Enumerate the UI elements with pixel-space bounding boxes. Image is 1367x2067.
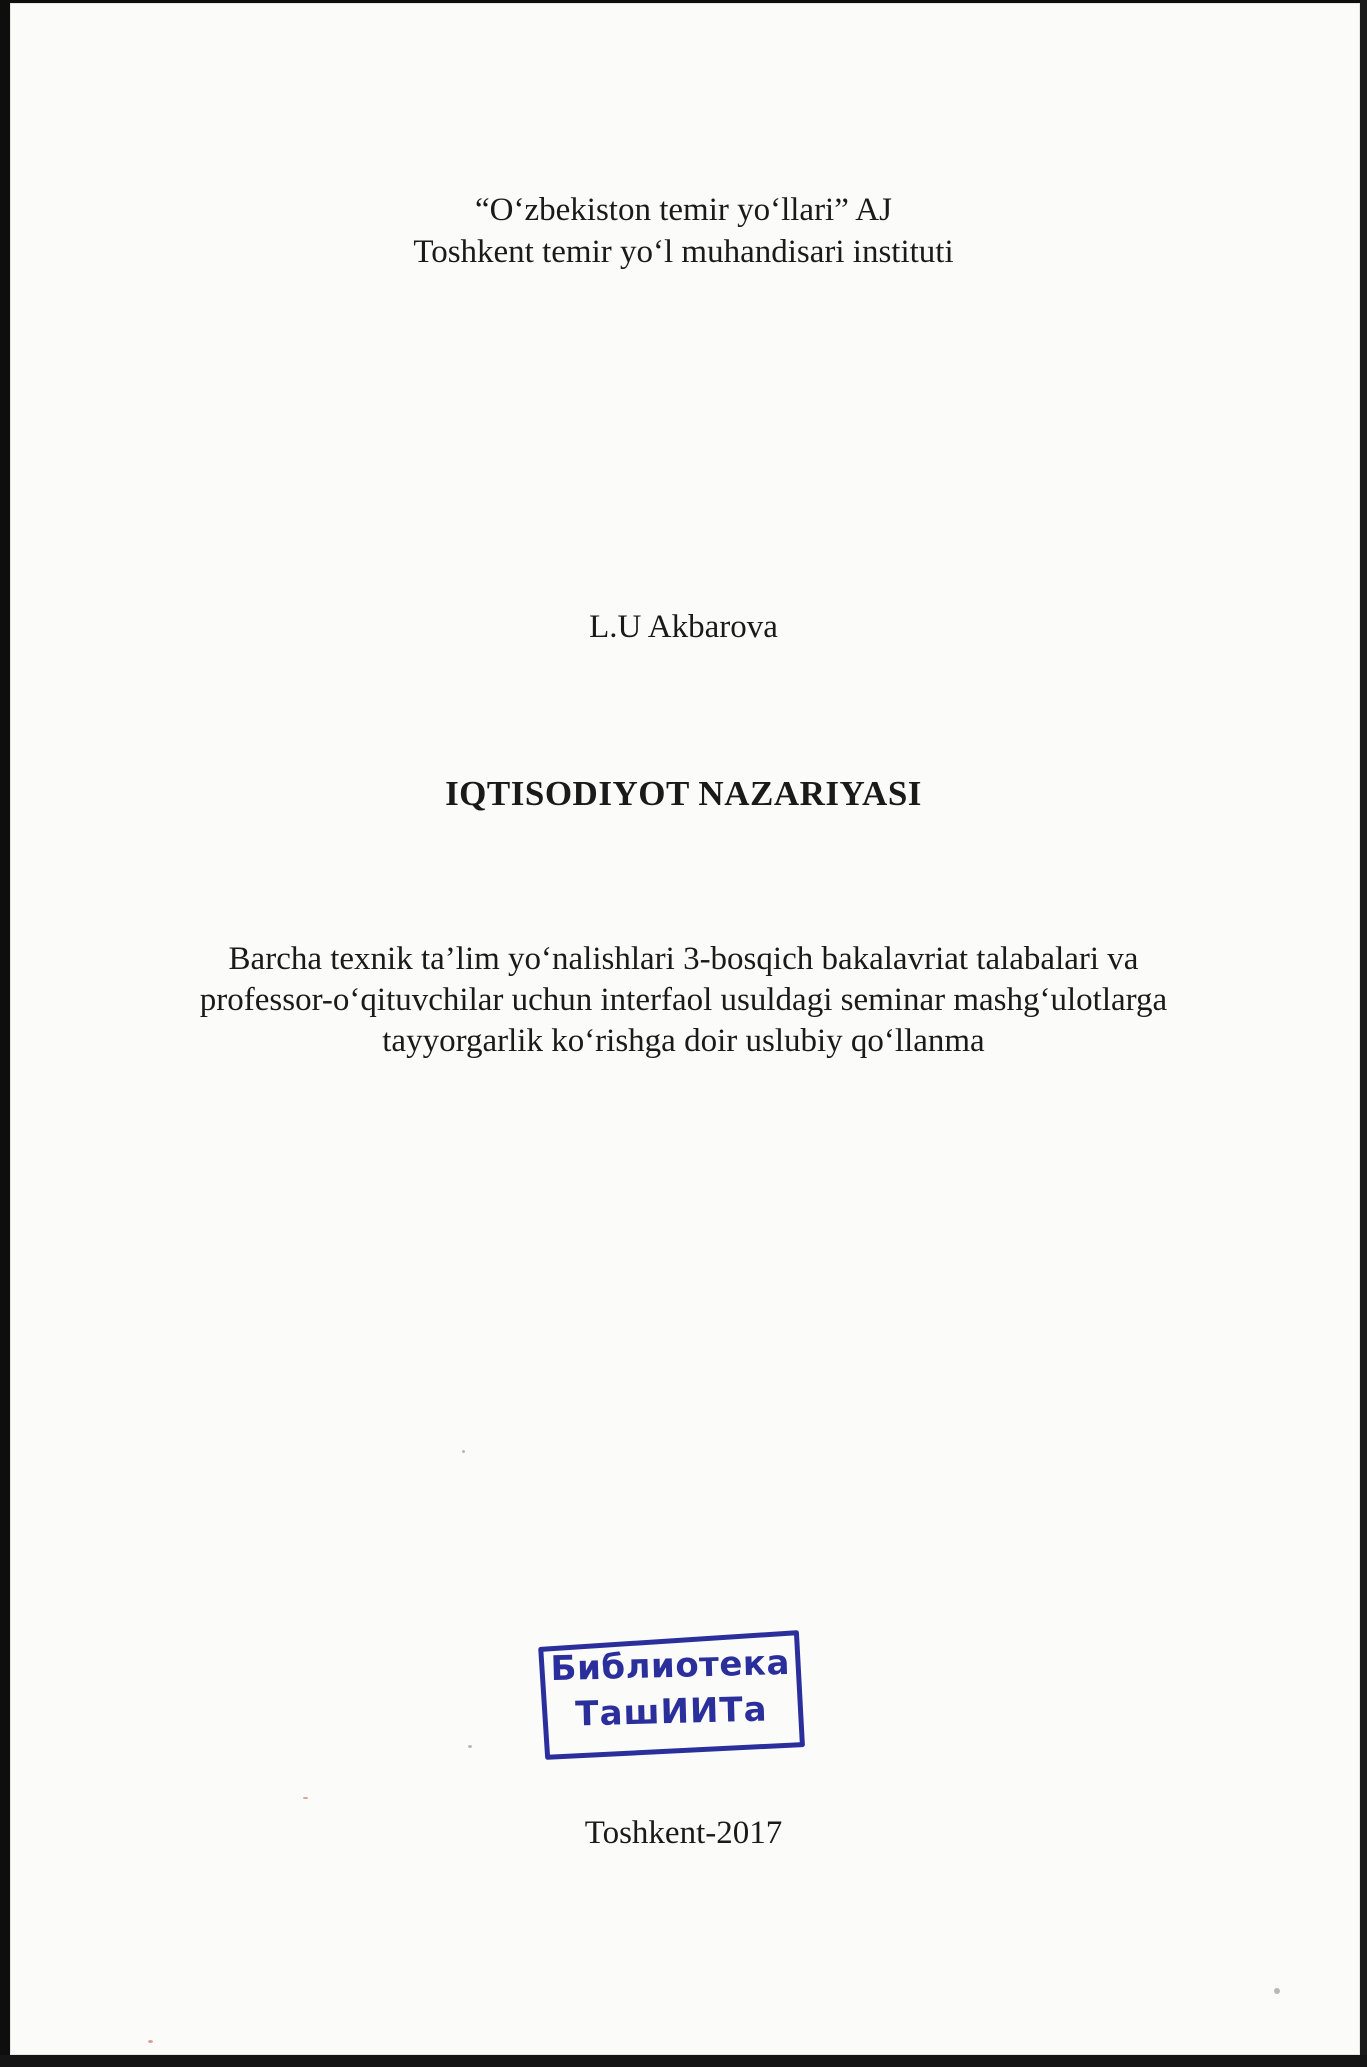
stamp-text-line: Библиотека <box>550 1642 791 1690</box>
scan-speck <box>1274 1988 1280 1994</box>
author-name: L.U Akbarova <box>589 609 778 645</box>
library-stamp <box>534 1626 807 1761</box>
description-line: tayyorgarlik ko‘rishga doir uslubiy qo‘llanma <box>382 1023 985 1059</box>
stamp-text-line: ТашИИТа <box>574 1689 769 1735</box>
document-title: IQTISODIYOT NAZARIYASI <box>445 774 922 813</box>
scan-speck <box>303 1797 308 1799</box>
scan-speck <box>148 2040 153 2043</box>
scan-speck <box>468 1745 472 1748</box>
place-and-year: Toshkent-2017 <box>584 1815 783 1851</box>
document-description <box>0 939 1367 1062</box>
scan-edge-bottom <box>0 2055 1367 2067</box>
organization-name: “O‘zbekiston temir yo‘llari” AJ <box>475 192 892 228</box>
description-line: Barcha texnik ta’lim yo‘nalishlari 3-bosqich bakalavriat talabalari va <box>228 941 1139 977</box>
institute-name: Toshkent temir yo‘l muhandisari instituti <box>413 234 954 270</box>
scan-speck <box>462 1450 465 1453</box>
description-line: professor-o‘qituvchilar uchun interfaol usuldagi seminar mashg‘ulotlarga <box>199 982 1168 1018</box>
